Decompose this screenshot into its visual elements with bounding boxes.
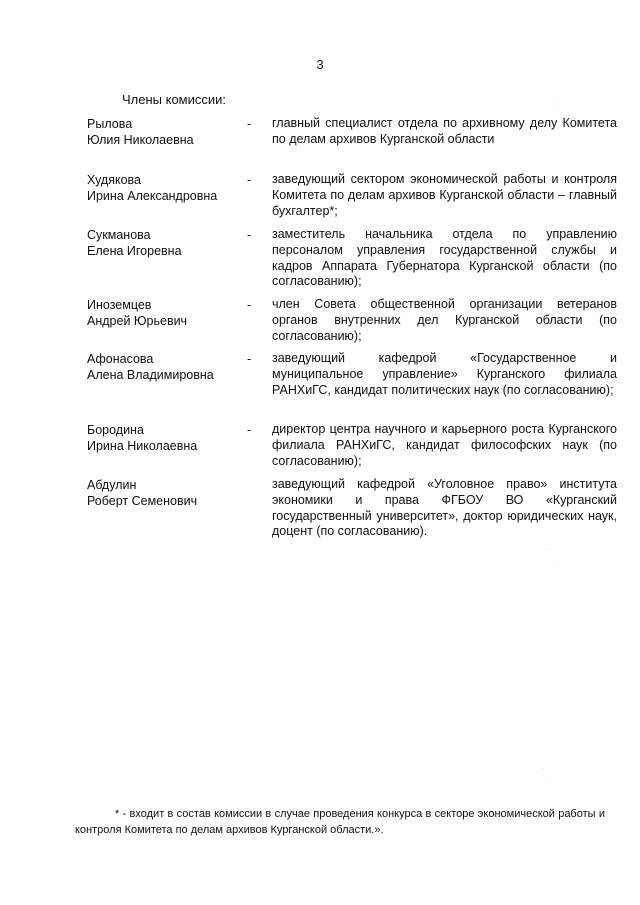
member-role: заведующий кафедрой «Уголовное право» института экономики и права ФГБОУ ВО «Курганский государственный университет», доктор юридических наук, доцент (по согласованию). (272, 477, 617, 539)
member-name (87, 422, 247, 454)
members-heading: Члены комиссии: (122, 92, 227, 107)
member-name (87, 227, 247, 259)
member-surname: Рылова (87, 117, 133, 131)
member-dash: - (247, 228, 252, 242)
member-role: главный специалист отдела по архивному делу Комитета по делам архивов Курганской области (272, 116, 617, 146)
scan-speck: · (546, 546, 549, 553)
member-surname: Иноземцев (87, 298, 152, 312)
member-given-names: Ирина Александровна (87, 189, 218, 203)
member-dash: - (247, 173, 252, 187)
member-surname: Бородина (87, 423, 144, 437)
member-given-names: Алена Владимировна (87, 368, 214, 382)
member-role: заведующий кафедрой «Государственное и муниципальное управление» Курганского филиала РАНХиГС, кандидат политических наук (по согласованию); (272, 351, 617, 397)
scan-speck: · (542, 766, 545, 773)
member-dash: - (247, 423, 252, 437)
member-given-names: Юлия Николаевна (87, 133, 194, 147)
member-dash: - (247, 352, 252, 366)
member-surname: Абдулин (87, 478, 137, 492)
member-role: заместитель начальника отдела по управлению персоналом управления государственной службы и кадров Аппарата Губернатора Курганской области (по согласованию); (272, 227, 617, 289)
member-surname: Худякова (87, 173, 141, 187)
member-surname: Сукманова (87, 228, 151, 242)
member-role: заведующий сектором экономической работы и контроля Комитета по делам архивов Курганской области – главный бухгалтер*; (272, 172, 617, 218)
member-name (87, 172, 247, 204)
member-role: член Совета общественной организации ветеранов органов внутренних дел Курганской области (по согласованию); (272, 297, 617, 343)
member-dash: - (247, 117, 252, 131)
scan-speck: · (548, 780, 551, 787)
member-name (87, 351, 247, 383)
member-given-names: Ирина Николаевна (87, 439, 198, 453)
member-given-names: Роберт Семенович (87, 494, 198, 508)
member-role: директор центра научного и карьерного роста Курганского филиала РАНХиГС, кандидат философских наук (по согласованию); (272, 422, 617, 468)
scan-speck: · (552, 96, 555, 103)
member-dash: - (247, 298, 252, 312)
page-number: 3 (316, 57, 324, 72)
scan-speck: · (552, 560, 555, 567)
member-given-names: Елена Игоревна (87, 244, 182, 258)
member-name (87, 116, 247, 148)
member-surname: Афонасова (87, 352, 154, 366)
member-name (87, 477, 247, 509)
footnote: * - входит в состав комиссии в случае проведения конкурса в секторе экономической работы и контроля Комитета по делам архивов Курганской области.». (75, 808, 605, 836)
scan-speck: · (556, 104, 559, 111)
member-given-names: Андрей Юрьевич (87, 314, 188, 328)
member-name (87, 297, 247, 329)
